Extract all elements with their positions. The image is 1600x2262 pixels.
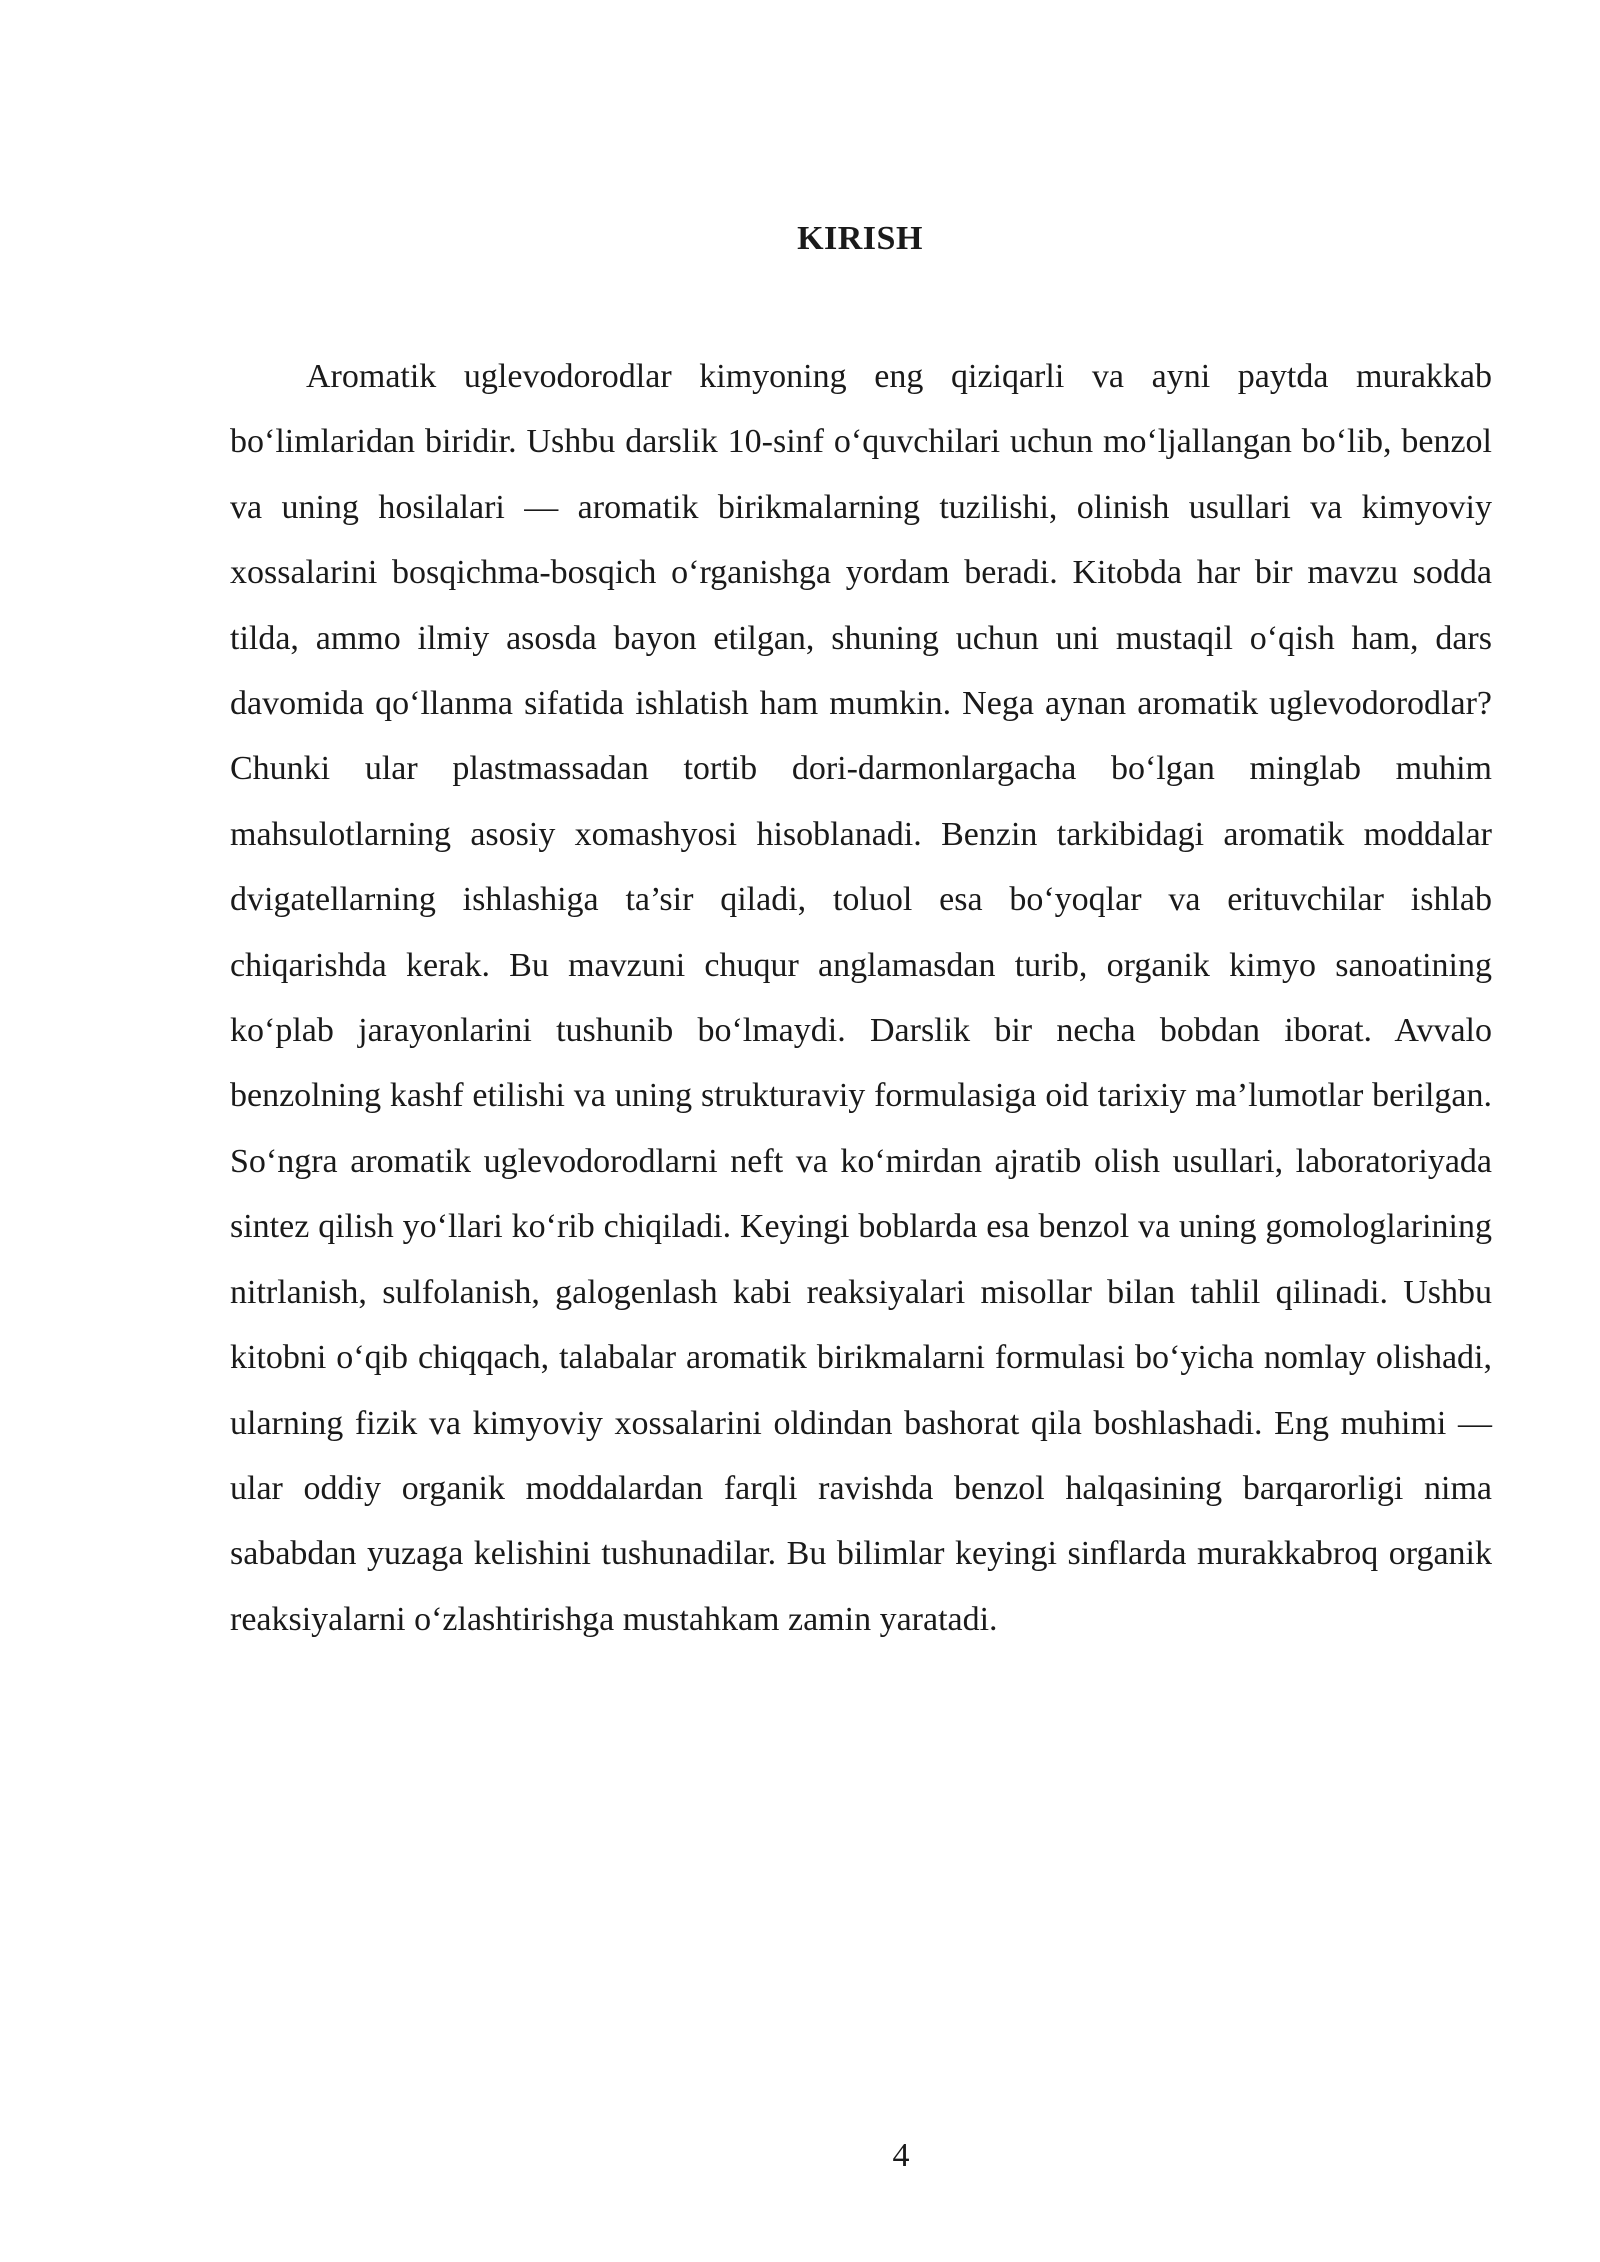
body-paragraph: Aromatik uglevodorodlar kimyoning eng qiziqarli va ayni paytda murakkab bo‘limlaridan biridir. Ushbu darslik 10-sinf o‘quvchilari uchun mo‘ljallangan bo‘lib, benzol va uning hosilalari — aromatik birikmalarning tuzilishi, olinish usullari va kimyoviy xossalarini bosqichma-bosqich o‘rganishga yordam beradi. Kitobda har bir mavzu sodda tilda, ammo ilmiy asosda bayon etilgan, shuning uchun uni mustaqil o‘qish ham, dars davomida qo‘llanma sifatida ishlatish ham mumkin. Nega aynan aromatik uglevodorodlar? Chunki ular plastmassadan tortib dori-darmonlargacha bo‘lgan minglab muhim mahsulotlarning asosiy xomashyosi hisoblanadi. Benzin tarkibidagi aromatik moddalar dvigatellarning ishlashiga ta’sir qiladi, toluol esa bo‘yoqlar va erituvchilar ishlab chiqarishda kerak. Bu mavzuni chuqur anglamasdan turib, organik kimyo sanoatining ko‘plab jarayonlarini tushunib bo‘lmaydi. Darslik bir necha bobdan iborat. Avvalo benzolning kashf etilishi va uning strukturaviy formulasiga oid tarixiy ma’lumotlar berilgan. So‘ngra aromatik uglevodorodlarni neft va ko‘mirdan ajratib olish usullari, laboratoriyada sintez qilish yo‘llari ko‘rib chiqiladi. Keyingi boblarda esa benzol va uning gomologlarining nitrlanish, sulfolanish, galogenlash kabi reaksiyalari misollar bilan tahlil qilinadi. Ushbu kitobni o‘qib chiqqach, talabalar aromatik birikmalarni formulasi bo‘yicha nomlay olishadi, ularning fizik va kimyoviy xossalarini oldindan bashorat qila boshlashadi. Eng muhimi — ular oddiy organik moddalardan farqli ravishda benzol halqasining barqarorligi nima sababdan yuzaga kelishini tushunadilar. Bu bilimlar keyingi sinflarda murakkabroq organik reaksiyalarni o‘zlashtirishga mustahkam zamin yaratadi. xyxy=(230,358,1492,1638)
page-number: 4 xyxy=(892,2137,910,2174)
page-title: KIRISH xyxy=(797,220,923,257)
